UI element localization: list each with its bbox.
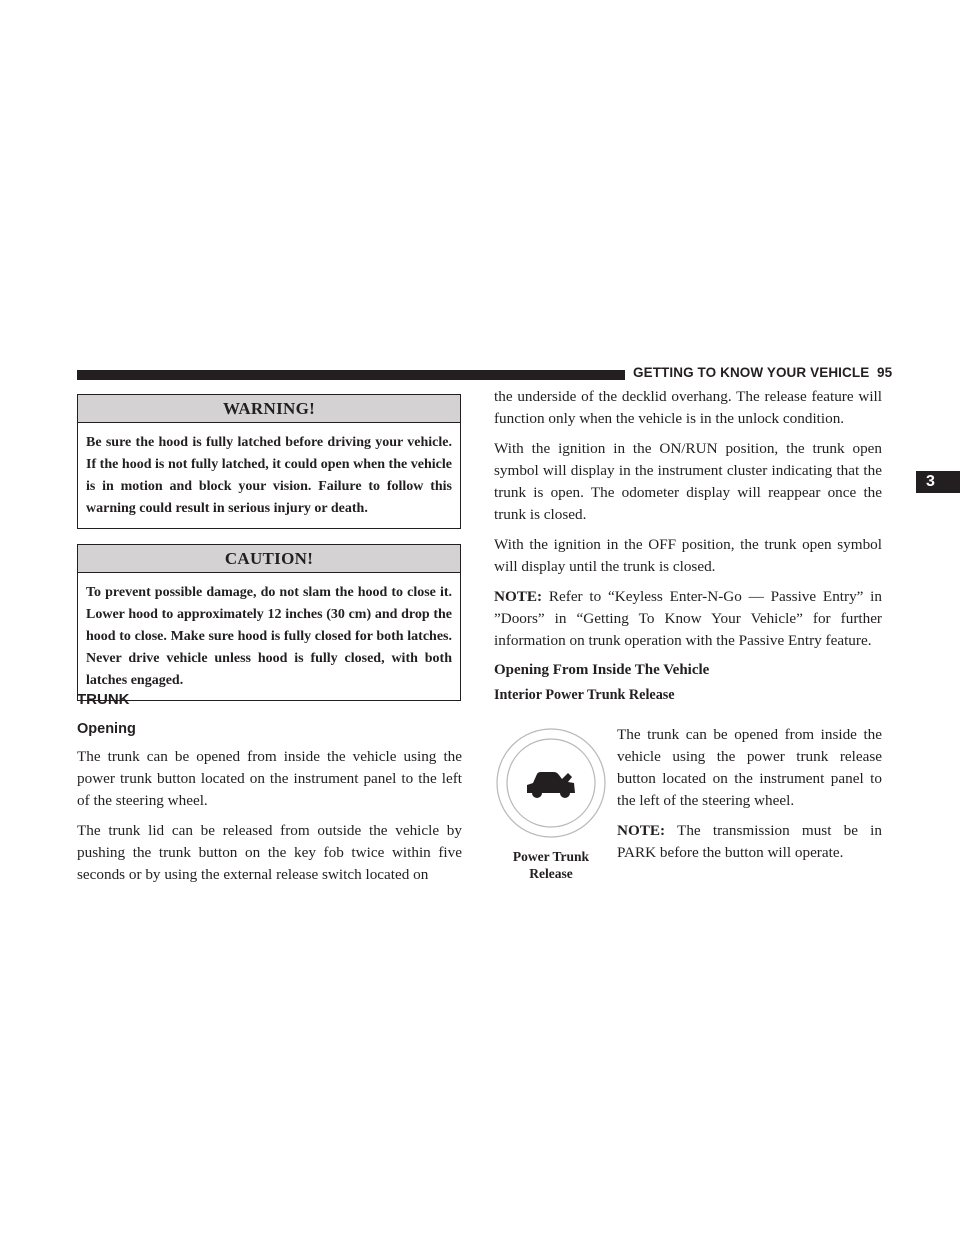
figure-side-text bbox=[617, 724, 882, 864]
note-paragraph bbox=[494, 586, 882, 652]
paragraph: With the ignition in the ON/RUN position, the trunk open symbol will display in the instrument cluster indicating that the trunk is open. The odometer display will reappear once the trunk is closed. bbox=[494, 440, 882, 523]
note-label: NOTE: bbox=[494, 588, 543, 605]
note-paragraph bbox=[617, 820, 882, 864]
warning-text: Be sure the hood is fully latched before driving your vehicle. If the hood is not fully latched, it could open when the vehicle is in motion and block your vision. Failure to follow this warning could result in serious injury or death. bbox=[86, 435, 452, 516]
paragraph: The trunk can be opened from inside the vehicle using the power trunk release button located on the instrument panel to the left of the steering wheel. bbox=[617, 726, 882, 809]
right-column bbox=[494, 386, 882, 704]
subsubsection-heading: Interior Power Trunk Release bbox=[494, 687, 675, 703]
section-heading: TRUNK bbox=[77, 691, 130, 708]
caption-line: Release bbox=[529, 866, 573, 881]
note-label: NOTE: bbox=[617, 822, 666, 839]
paragraph: With the ignition in the OFF position, the trunk open symbol will display until the trunk is closed. bbox=[494, 536, 882, 575]
caution-text: To prevent possible damage, do not slam the hood to close it. Lower hood to approximately 12 inches (30 cm) and drop the hood to close. Make sure hood is fully closed for both latches. Never drive vehicle unless hood is fully closed, with both latches engaged. bbox=[86, 585, 452, 688]
caption-line: Power Trunk bbox=[512, 849, 590, 864]
note-text: The transmission must be in PARK before the button will operate. bbox=[617, 822, 882, 861]
warning-title: WARNING! bbox=[78, 395, 460, 423]
running-header bbox=[633, 365, 892, 380]
page-number: 95 bbox=[877, 365, 893, 380]
paragraph: The trunk can be opened from inside the vehicle using the power trunk button located on the instrument panel to the left of the steering wheel. bbox=[77, 748, 462, 809]
subsection-heading: Opening bbox=[77, 721, 136, 737]
power-trunk-release-figure bbox=[494, 727, 608, 882]
car-trunk-open-icon bbox=[494, 727, 608, 839]
figure-caption bbox=[494, 848, 608, 882]
header-rule bbox=[77, 370, 625, 380]
chapter-tab: 3 bbox=[916, 471, 960, 493]
left-column bbox=[77, 691, 462, 886]
caution-title: CAUTION! bbox=[78, 545, 460, 573]
subsection-heading: Opening From Inside The Vehicle bbox=[494, 662, 710, 678]
caution-box bbox=[77, 544, 461, 701]
paragraph: the underside of the decklid overhang. The release feature will function only when the vehicle is in the unlock condition. bbox=[494, 388, 882, 427]
note-text: Refer to “Keyless Enter-N-Go — Passive Entry” in ”Doors” in “Getting To Know Your Vehicle” for further information on trunk operation with the Passive Entry feature. bbox=[494, 588, 882, 649]
section-title: GETTING TO KNOW YOUR VEHICLE bbox=[633, 365, 870, 380]
paragraph: The trunk lid can be released from outside the vehicle by pushing the trunk button on the key fob twice within five seconds or by using the external release switch located on bbox=[77, 822, 462, 883]
warning-box bbox=[77, 394, 461, 529]
